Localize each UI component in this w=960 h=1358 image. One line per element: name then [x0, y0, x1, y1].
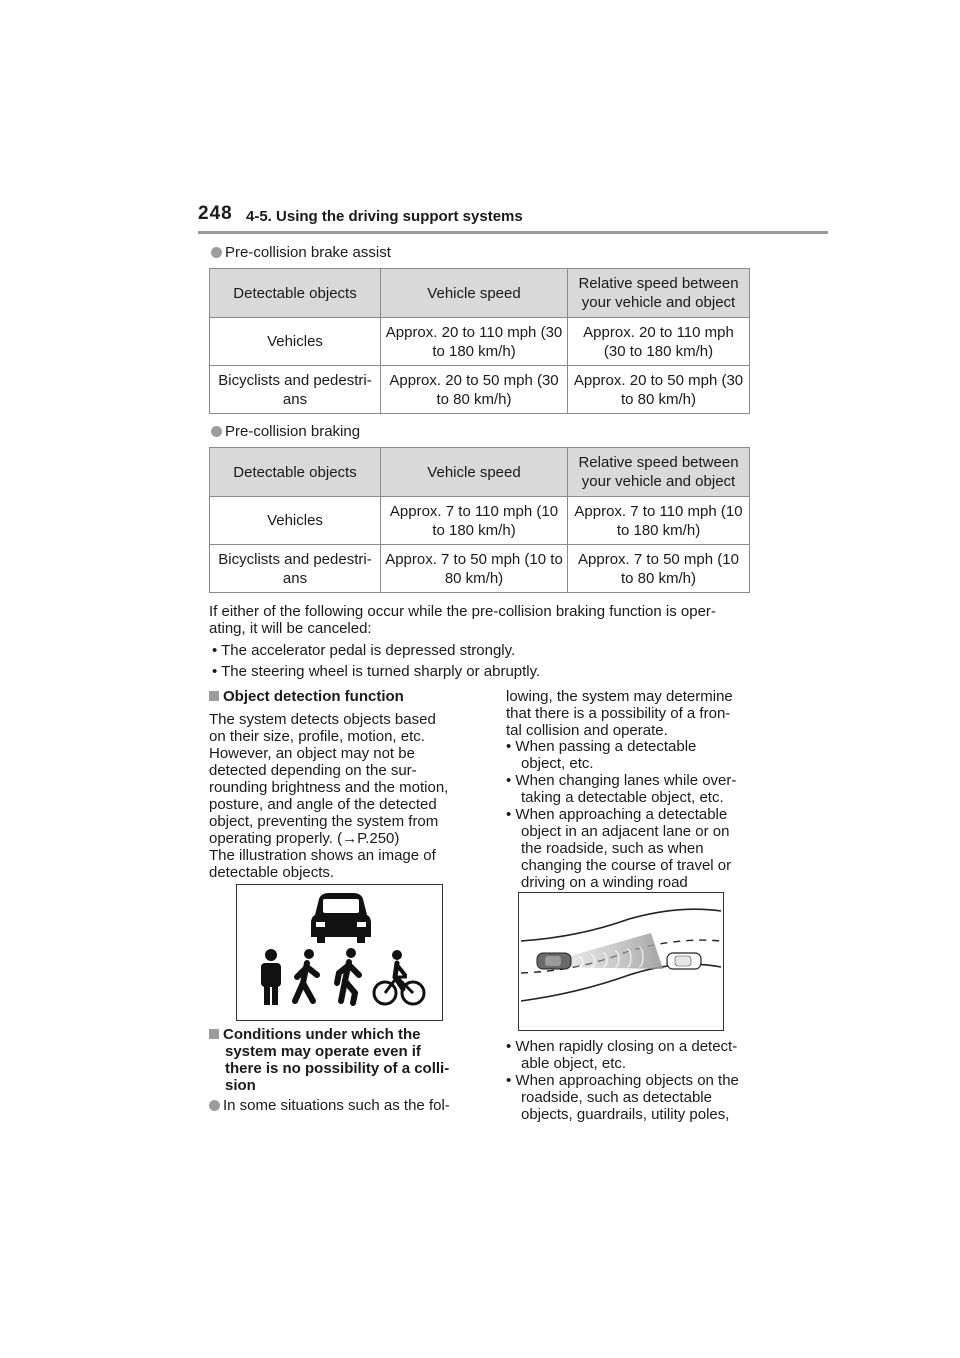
page-reference-link[interactable]: P.250) — [357, 830, 400, 847]
bullet-icon — [211, 426, 222, 437]
header-cell: Vehicle speed — [381, 269, 568, 318]
table-cell: Approx. 20 to 110 mph (30 to 180 km/h) — [381, 318, 568, 366]
header-rule — [198, 231, 828, 234]
table-cell: Bicyclists and pedestri-ans — [210, 545, 381, 593]
table-cell: Approx. 20 to 110 mph (30 to 180 km/h) — [568, 318, 750, 366]
object-detection-heading: Object detection function — [209, 688, 404, 705]
header-cell: Detectable objects — [210, 448, 381, 497]
sensor-beam — [559, 933, 663, 969]
walking-person-icon — [295, 949, 317, 1001]
table-row — [210, 497, 750, 545]
conditions-heading: Conditions under which the system may operate even if there is no possibility of a colli- sion — [209, 1026, 449, 1094]
table-cell: Approx. 7 to 110 mph (10 to 180 km/h) — [381, 497, 568, 545]
table-cell: Approx. 20 to 50 mph (30 to 80 km/h) — [568, 366, 750, 414]
list-item: • When passing a detectable object, etc. — [506, 738, 697, 772]
arrow-icon: → — [342, 830, 358, 847]
running-person-icon — [337, 948, 359, 1003]
table-row — [210, 318, 750, 366]
own-vehicle-icon — [537, 953, 571, 969]
detectable-objects-figure — [236, 884, 443, 1021]
header-cell: Relative speed between your vehicle and object — [568, 269, 750, 318]
table-cell: Bicyclists and pedestri-ans — [210, 366, 381, 414]
road-curve-diagram — [519, 893, 723, 1030]
table-cell: Approx. 7 to 50 mph (10 to 80 km/h) — [568, 545, 750, 593]
square-bullet-icon — [209, 1029, 219, 1039]
bullet-icon — [209, 1100, 220, 1111]
conditions-bullet: In some situations such as the fol- — [209, 1097, 450, 1115]
standing-person-icon — [261, 949, 281, 1005]
table-cell: Approx. 20 to 50 mph (30 to 80 km/h) — [381, 366, 568, 414]
table-header-row — [210, 448, 750, 497]
object-detection-paragraph: The system detects objects based on their size, profile, motion, etc. However, an object may not be detected depending on the sur- rounding brightness and the motion, posture, and angle of the detected object, preventing the system from operating properly. (→P.250) The illustration shows an image of detectable objects. — [209, 711, 449, 881]
list-item: • When approaching a detectable object in an adjacent lane or on the roadside, such as when changing the course of travel or driving on a winding road — [506, 806, 732, 891]
braking-table — [209, 447, 750, 593]
table-row — [210, 366, 750, 414]
right-column-paragraph: lowing, the system may determine that there is a possibility of a fron- tal collision and operate. — [506, 688, 733, 739]
brake-assist-heading: Pre-collision brake assist — [211, 244, 391, 262]
braking-heading: Pre-collision braking — [211, 423, 360, 441]
list-item: • When approaching objects on the roadside, such as detectable objects, guardrails, utility poles, — [506, 1072, 739, 1123]
page-number: 248 — [198, 203, 233, 224]
car-front-icon — [311, 893, 371, 943]
cancel-paragraph: If either of the following occur while the pre-collision braking function is oper- ating, it will be canceled: — [209, 603, 716, 637]
table-cell: Approx. 7 to 110 mph (10 to 180 km/h) — [568, 497, 750, 545]
header-cell: Detectable objects — [210, 269, 381, 318]
cyclist-icon — [374, 950, 424, 1004]
list-item: • When rapidly closing on a detect- able object, etc. — [506, 1038, 738, 1072]
list-item: • The accelerator pedal is depressed strongly. — [212, 642, 516, 659]
list-item: • When changing lanes while over- taking a detectable object, etc. — [506, 772, 737, 806]
square-bullet-icon — [209, 691, 219, 701]
table-row — [210, 545, 750, 593]
table-cell: Vehicles — [210, 318, 381, 366]
list-item: • The steering wheel is turned sharply or abruptly. — [212, 663, 541, 680]
section-title: 4-5. Using the driving support systems — [246, 208, 523, 225]
detectable-objects-illustration — [237, 885, 442, 1020]
header-cell: Vehicle speed — [381, 448, 568, 497]
table-cell: Approx. 7 to 50 mph (10 to 80 km/h) — [381, 545, 568, 593]
detected-vehicle-icon — [667, 953, 701, 969]
bullet-icon — [211, 247, 222, 258]
table-header-row — [210, 269, 750, 318]
brake-assist-table — [209, 268, 750, 414]
road-curve-figure — [518, 892, 724, 1031]
header-cell: Relative speed between your vehicle and object — [568, 448, 750, 497]
table-cell: Vehicles — [210, 497, 381, 545]
